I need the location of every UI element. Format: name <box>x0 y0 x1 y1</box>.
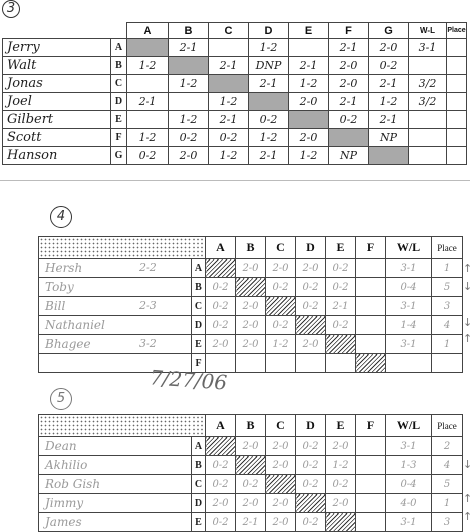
table-row <box>39 316 463 335</box>
match-score-cell: 0-2 <box>296 513 326 532</box>
place-cell <box>432 354 463 373</box>
row-letter: E <box>192 513 206 532</box>
section-4-number: 4 <box>50 206 72 228</box>
match-score-cell <box>266 354 296 373</box>
row-letter: E <box>111 111 127 129</box>
match-score-cell: 0-2 <box>266 278 296 297</box>
match-score-cell <box>209 75 249 93</box>
match-score-cell: 2-0 <box>266 456 296 475</box>
match-score-cell: 0-2 <box>326 259 356 278</box>
table-row <box>3 75 467 93</box>
match-score-cell <box>236 354 266 373</box>
player-name: Hersh <box>45 261 83 275</box>
col-header-wl: W-L <box>409 23 447 39</box>
col-header-e: E <box>326 237 356 259</box>
match-score-cell: 2-0 <box>266 437 296 456</box>
win-loss-cell: 3-1 <box>409 39 447 57</box>
match-score-cell: 0-2 <box>206 456 236 475</box>
match-score-cell: 2-1 <box>326 297 356 316</box>
place-cell: 2 <box>432 437 463 456</box>
match-score-cell: 0-2 <box>266 316 296 335</box>
match-score-cell: 2-0 <box>236 259 266 278</box>
win-loss-cell: 3-1 <box>386 335 432 354</box>
player-name-cell <box>39 316 192 335</box>
match-score-cell: 0-2 <box>169 129 209 147</box>
win-loss-cell <box>409 129 447 147</box>
place-cell <box>447 147 467 165</box>
match-score-cell <box>236 456 266 475</box>
handwritten-date: 7/27/06 <box>149 365 228 395</box>
win-loss-cell: 1-3 <box>386 456 432 475</box>
match-score-cell <box>356 513 386 532</box>
match-score-cell: 2-0 <box>329 75 369 93</box>
player-name-cell <box>39 475 192 494</box>
match-score-cell: 0-2 <box>369 57 409 75</box>
player-name: James <box>45 515 82 529</box>
match-score-cell <box>356 475 386 494</box>
match-score-cell: 2-0 <box>289 93 329 111</box>
match-score-cell: 0-2 <box>296 475 326 494</box>
col-header-b: B <box>236 237 266 259</box>
match-score-cell <box>326 513 356 532</box>
match-score-cell: 2-0 <box>236 335 266 354</box>
player-name-cell <box>39 278 192 297</box>
match-score-cell: DNP <box>249 57 289 75</box>
match-score-cell: 2-0 <box>296 335 326 354</box>
match-score-cell <box>266 475 296 494</box>
match-score-cell <box>356 316 386 335</box>
row-letter: C <box>192 297 206 316</box>
match-score-cell <box>329 129 369 147</box>
player-name-cell <box>39 437 192 456</box>
match-score-cell: 2-1 <box>209 111 249 129</box>
table-row <box>39 354 463 373</box>
table-row <box>39 475 463 494</box>
match-score-cell: 1-2 <box>169 111 209 129</box>
table-row <box>39 259 463 278</box>
match-score-cell: NP <box>369 129 409 147</box>
match-score-cell: 0-2 <box>326 475 356 494</box>
place-cell <box>447 111 467 129</box>
match-score-cell <box>356 297 386 316</box>
col-header-wl: W/L <box>386 237 432 259</box>
match-score-cell: 2-1 <box>127 93 169 111</box>
player-name: Walt <box>3 57 111 75</box>
place-cell: 5 <box>432 278 463 297</box>
row-letter: B <box>192 456 206 475</box>
win-loss-cell: 3/2 <box>409 93 447 111</box>
player-name: Jimmy <box>45 496 84 510</box>
table-row <box>39 278 463 297</box>
match-score-cell <box>356 494 386 513</box>
player-name: Bill <box>45 299 66 313</box>
table-row <box>3 93 467 111</box>
place-cell <box>447 93 467 111</box>
match-score-cell: 0-2 <box>329 111 369 129</box>
match-score-cell: 0-2 <box>206 278 236 297</box>
row-letter: D <box>111 93 127 111</box>
player-side-score: 2-3 <box>139 299 157 312</box>
match-score-cell <box>356 278 386 297</box>
win-loss-cell <box>409 111 447 129</box>
win-loss-cell <box>409 57 447 75</box>
match-score-cell: 2-0 <box>169 147 209 165</box>
match-score-cell: 0-2 <box>206 316 236 335</box>
section-5-number: 5 <box>50 388 72 410</box>
col-header-e: E <box>289 23 329 39</box>
match-score-cell <box>326 354 356 373</box>
player-side-score: 2-2 <box>139 261 157 274</box>
col-header-b: B <box>169 23 209 39</box>
match-score-cell <box>209 39 249 57</box>
match-score-cell: 0-2 <box>326 278 356 297</box>
match-score-cell: 2-0 <box>266 259 296 278</box>
match-score-cell: 1-2 <box>127 129 169 147</box>
match-score-cell <box>169 93 209 111</box>
section-3-number: 3 <box>2 0 20 18</box>
win-loss-cell: 1-4 <box>386 316 432 335</box>
round-robin-table-4 <box>38 236 463 373</box>
table-row <box>39 494 463 513</box>
player-side-score: 3-2 <box>139 337 157 350</box>
win-loss-cell: 0-4 <box>386 475 432 494</box>
match-score-cell: 0-2 <box>236 475 266 494</box>
player-name-cell <box>39 513 192 532</box>
col-header-g: G <box>369 23 409 39</box>
match-score-cell: 2-1 <box>209 57 249 75</box>
match-score-cell: NP <box>329 147 369 165</box>
row-letter: A <box>192 259 206 278</box>
round-robin-table-5 <box>38 414 463 532</box>
match-score-cell: 2-1 <box>169 39 209 57</box>
place-cell: 1 <box>432 259 463 278</box>
player-name: Dean <box>45 439 77 453</box>
col-header-c: C <box>266 237 296 259</box>
player-name: Scott <box>3 129 111 147</box>
match-score-cell <box>249 93 289 111</box>
place-cell: 4 <box>432 316 463 335</box>
match-score-cell <box>266 297 296 316</box>
match-score-cell: 2-0 <box>206 335 236 354</box>
col-header-d: D <box>296 237 326 259</box>
match-score-cell: 2-1 <box>369 75 409 93</box>
match-score-cell <box>326 335 356 354</box>
place-cell: 1 <box>432 494 463 513</box>
player-name: Jonas <box>3 75 111 93</box>
win-loss-cell <box>386 354 432 373</box>
match-score-cell: 2-0 <box>236 316 266 335</box>
match-score-cell <box>127 75 169 93</box>
player-name: Toby <box>45 280 74 294</box>
row-letter: C <box>192 475 206 494</box>
match-score-cell: 1-2 <box>209 147 249 165</box>
match-score-cell <box>206 259 236 278</box>
win-loss-cell: 3-1 <box>386 297 432 316</box>
match-score-cell: 0-2 <box>296 278 326 297</box>
match-score-cell <box>296 316 326 335</box>
table-row <box>3 129 467 147</box>
place-cell: 1 <box>432 335 463 354</box>
table-row <box>3 111 467 129</box>
table-row <box>39 513 463 532</box>
match-score-cell: 2-1 <box>289 57 329 75</box>
match-score-cell: 2-0 <box>326 437 356 456</box>
up-arrow-icon: ↑ <box>463 332 472 345</box>
col-header-f: F <box>356 237 386 259</box>
match-score-cell: 0-2 <box>206 475 236 494</box>
match-score-cell <box>296 494 326 513</box>
match-score-cell: 2-1 <box>249 147 289 165</box>
row-letter: B <box>111 57 127 75</box>
match-score-cell: 2-0 <box>329 57 369 75</box>
col-header-d: D <box>296 415 326 437</box>
match-score-cell: 2-0 <box>236 297 266 316</box>
win-loss-cell: 3-1 <box>386 437 432 456</box>
match-score-cell: 2-0 <box>369 39 409 57</box>
table-row <box>39 437 463 456</box>
match-score-cell: 1-2 <box>289 147 329 165</box>
match-score-cell: 1-2 <box>266 335 296 354</box>
col-header-c: C <box>266 415 296 437</box>
down-arrow-icon: ↓ <box>463 458 472 471</box>
match-score-cell: 2-1 <box>369 111 409 129</box>
player-name-cell <box>39 335 192 354</box>
col-header-f: F <box>356 415 386 437</box>
round-robin-table-3 <box>2 22 467 165</box>
col-header-b: B <box>236 415 266 437</box>
match-score-cell <box>127 39 169 57</box>
place-cell <box>447 129 467 147</box>
match-score-cell: 2-0 <box>236 437 266 456</box>
match-score-cell <box>289 39 329 57</box>
col-header-place: Place <box>447 23 467 39</box>
row-letter: A <box>111 39 127 57</box>
player-name: Joel <box>3 93 111 111</box>
match-score-cell: 2-0 <box>266 513 296 532</box>
col-header-d: D <box>249 23 289 39</box>
place-cell: 5 <box>432 475 463 494</box>
table-row <box>3 39 467 57</box>
player-name: Jerry <box>3 39 111 57</box>
table-row <box>39 297 463 316</box>
match-score-cell <box>127 111 169 129</box>
match-score-cell: 1-2 <box>249 39 289 57</box>
match-score-cell: 0-2 <box>296 297 326 316</box>
player-name-cell <box>39 456 192 475</box>
col-header-place: Place <box>432 237 463 259</box>
section-divider <box>0 180 470 181</box>
match-score-cell: 1-2 <box>127 57 169 75</box>
match-score-cell: 2-0 <box>236 494 266 513</box>
match-score-cell: 0-2 <box>296 456 326 475</box>
match-score-cell: 0-2 <box>206 513 236 532</box>
player-name: Gilbert <box>3 111 111 129</box>
table-row <box>39 456 463 475</box>
col-header-c: C <box>209 23 249 39</box>
player-name-cell <box>39 259 192 278</box>
row-letter: B <box>192 278 206 297</box>
row-letter: E <box>192 335 206 354</box>
player-name-cell <box>39 494 192 513</box>
match-score-cell <box>356 259 386 278</box>
win-loss-cell: 3-1 <box>386 513 432 532</box>
col-header-a: A <box>127 23 169 39</box>
up-arrow-icon: ↑ <box>463 510 472 523</box>
player-name: Bhagee <box>45 337 91 351</box>
match-score-cell: 1-2 <box>326 456 356 475</box>
up-arrow-icon: ↑ <box>463 492 472 505</box>
match-score-cell <box>169 57 209 75</box>
row-letter: C <box>111 75 127 93</box>
col-header-f: F <box>329 23 369 39</box>
match-score-cell <box>356 354 386 373</box>
win-loss-cell: 3/2 <box>409 75 447 93</box>
place-cell: 3 <box>432 297 463 316</box>
up-arrow-icon: ↑ <box>463 262 472 275</box>
match-score-cell: 2-0 <box>326 494 356 513</box>
place-cell <box>447 57 467 75</box>
player-name: Nathaniel <box>45 318 105 332</box>
win-loss-cell <box>409 147 447 165</box>
player-name: Hanson <box>3 147 111 165</box>
match-score-cell: 0-2 <box>249 111 289 129</box>
match-score-cell <box>296 354 326 373</box>
place-cell: 3 <box>432 513 463 532</box>
match-score-cell: 0-2 <box>209 129 249 147</box>
match-score-cell: 0-2 <box>206 297 236 316</box>
table-row <box>39 335 463 354</box>
match-score-cell: 2-1 <box>329 39 369 57</box>
match-score-cell: 0-2 <box>326 316 356 335</box>
match-score-cell <box>369 147 409 165</box>
match-score-cell <box>206 437 236 456</box>
player-name <box>39 356 45 370</box>
match-score-cell <box>289 111 329 129</box>
win-loss-cell: 3-1 <box>386 259 432 278</box>
match-score-cell: 1-2 <box>289 75 329 93</box>
match-score-cell: 2-1 <box>236 513 266 532</box>
match-score-cell: 2-0 <box>266 494 296 513</box>
match-score-cell: 1-2 <box>209 93 249 111</box>
table-row <box>3 57 467 75</box>
row-letter: F <box>192 354 206 373</box>
row-letter: F <box>111 129 127 147</box>
win-loss-cell: 4-0 <box>386 494 432 513</box>
match-score-cell: 2-1 <box>329 93 369 111</box>
match-score-cell <box>356 437 386 456</box>
player-name-cell <box>39 297 192 316</box>
match-score-cell <box>236 278 266 297</box>
row-letter: G <box>111 147 127 165</box>
col-header-a: A <box>206 415 236 437</box>
col-header-place: Place <box>432 415 463 437</box>
table-row <box>3 147 467 165</box>
col-header-wl: W/L <box>386 415 432 437</box>
row-letter: D <box>192 494 206 513</box>
match-score-cell <box>356 456 386 475</box>
match-score-cell: 1-2 <box>369 93 409 111</box>
col-header-a: A <box>206 237 236 259</box>
match-score-cell: 2-1 <box>249 75 289 93</box>
place-cell: 4 <box>432 456 463 475</box>
match-score-cell <box>356 335 386 354</box>
match-score-cell: 0-2 <box>296 437 326 456</box>
match-score-cell: 2-0 <box>289 129 329 147</box>
down-arrow-icon: ↓ <box>463 316 472 329</box>
match-score-cell: 2-0 <box>206 494 236 513</box>
player-name: Rob Gish <box>45 477 101 491</box>
player-name: Akhilio <box>45 458 88 472</box>
down-arrow-icon: ↓ <box>463 280 472 293</box>
match-score-cell: 1-2 <box>249 129 289 147</box>
match-score-cell: 1-2 <box>169 75 209 93</box>
col-header-e: E <box>326 415 356 437</box>
row-letter: A <box>192 437 206 456</box>
row-letter: D <box>192 316 206 335</box>
place-cell <box>447 39 467 57</box>
place-cell <box>447 75 467 93</box>
match-score-cell: 0-2 <box>127 147 169 165</box>
win-loss-cell: 0-4 <box>386 278 432 297</box>
match-score-cell: 2-0 <box>296 259 326 278</box>
